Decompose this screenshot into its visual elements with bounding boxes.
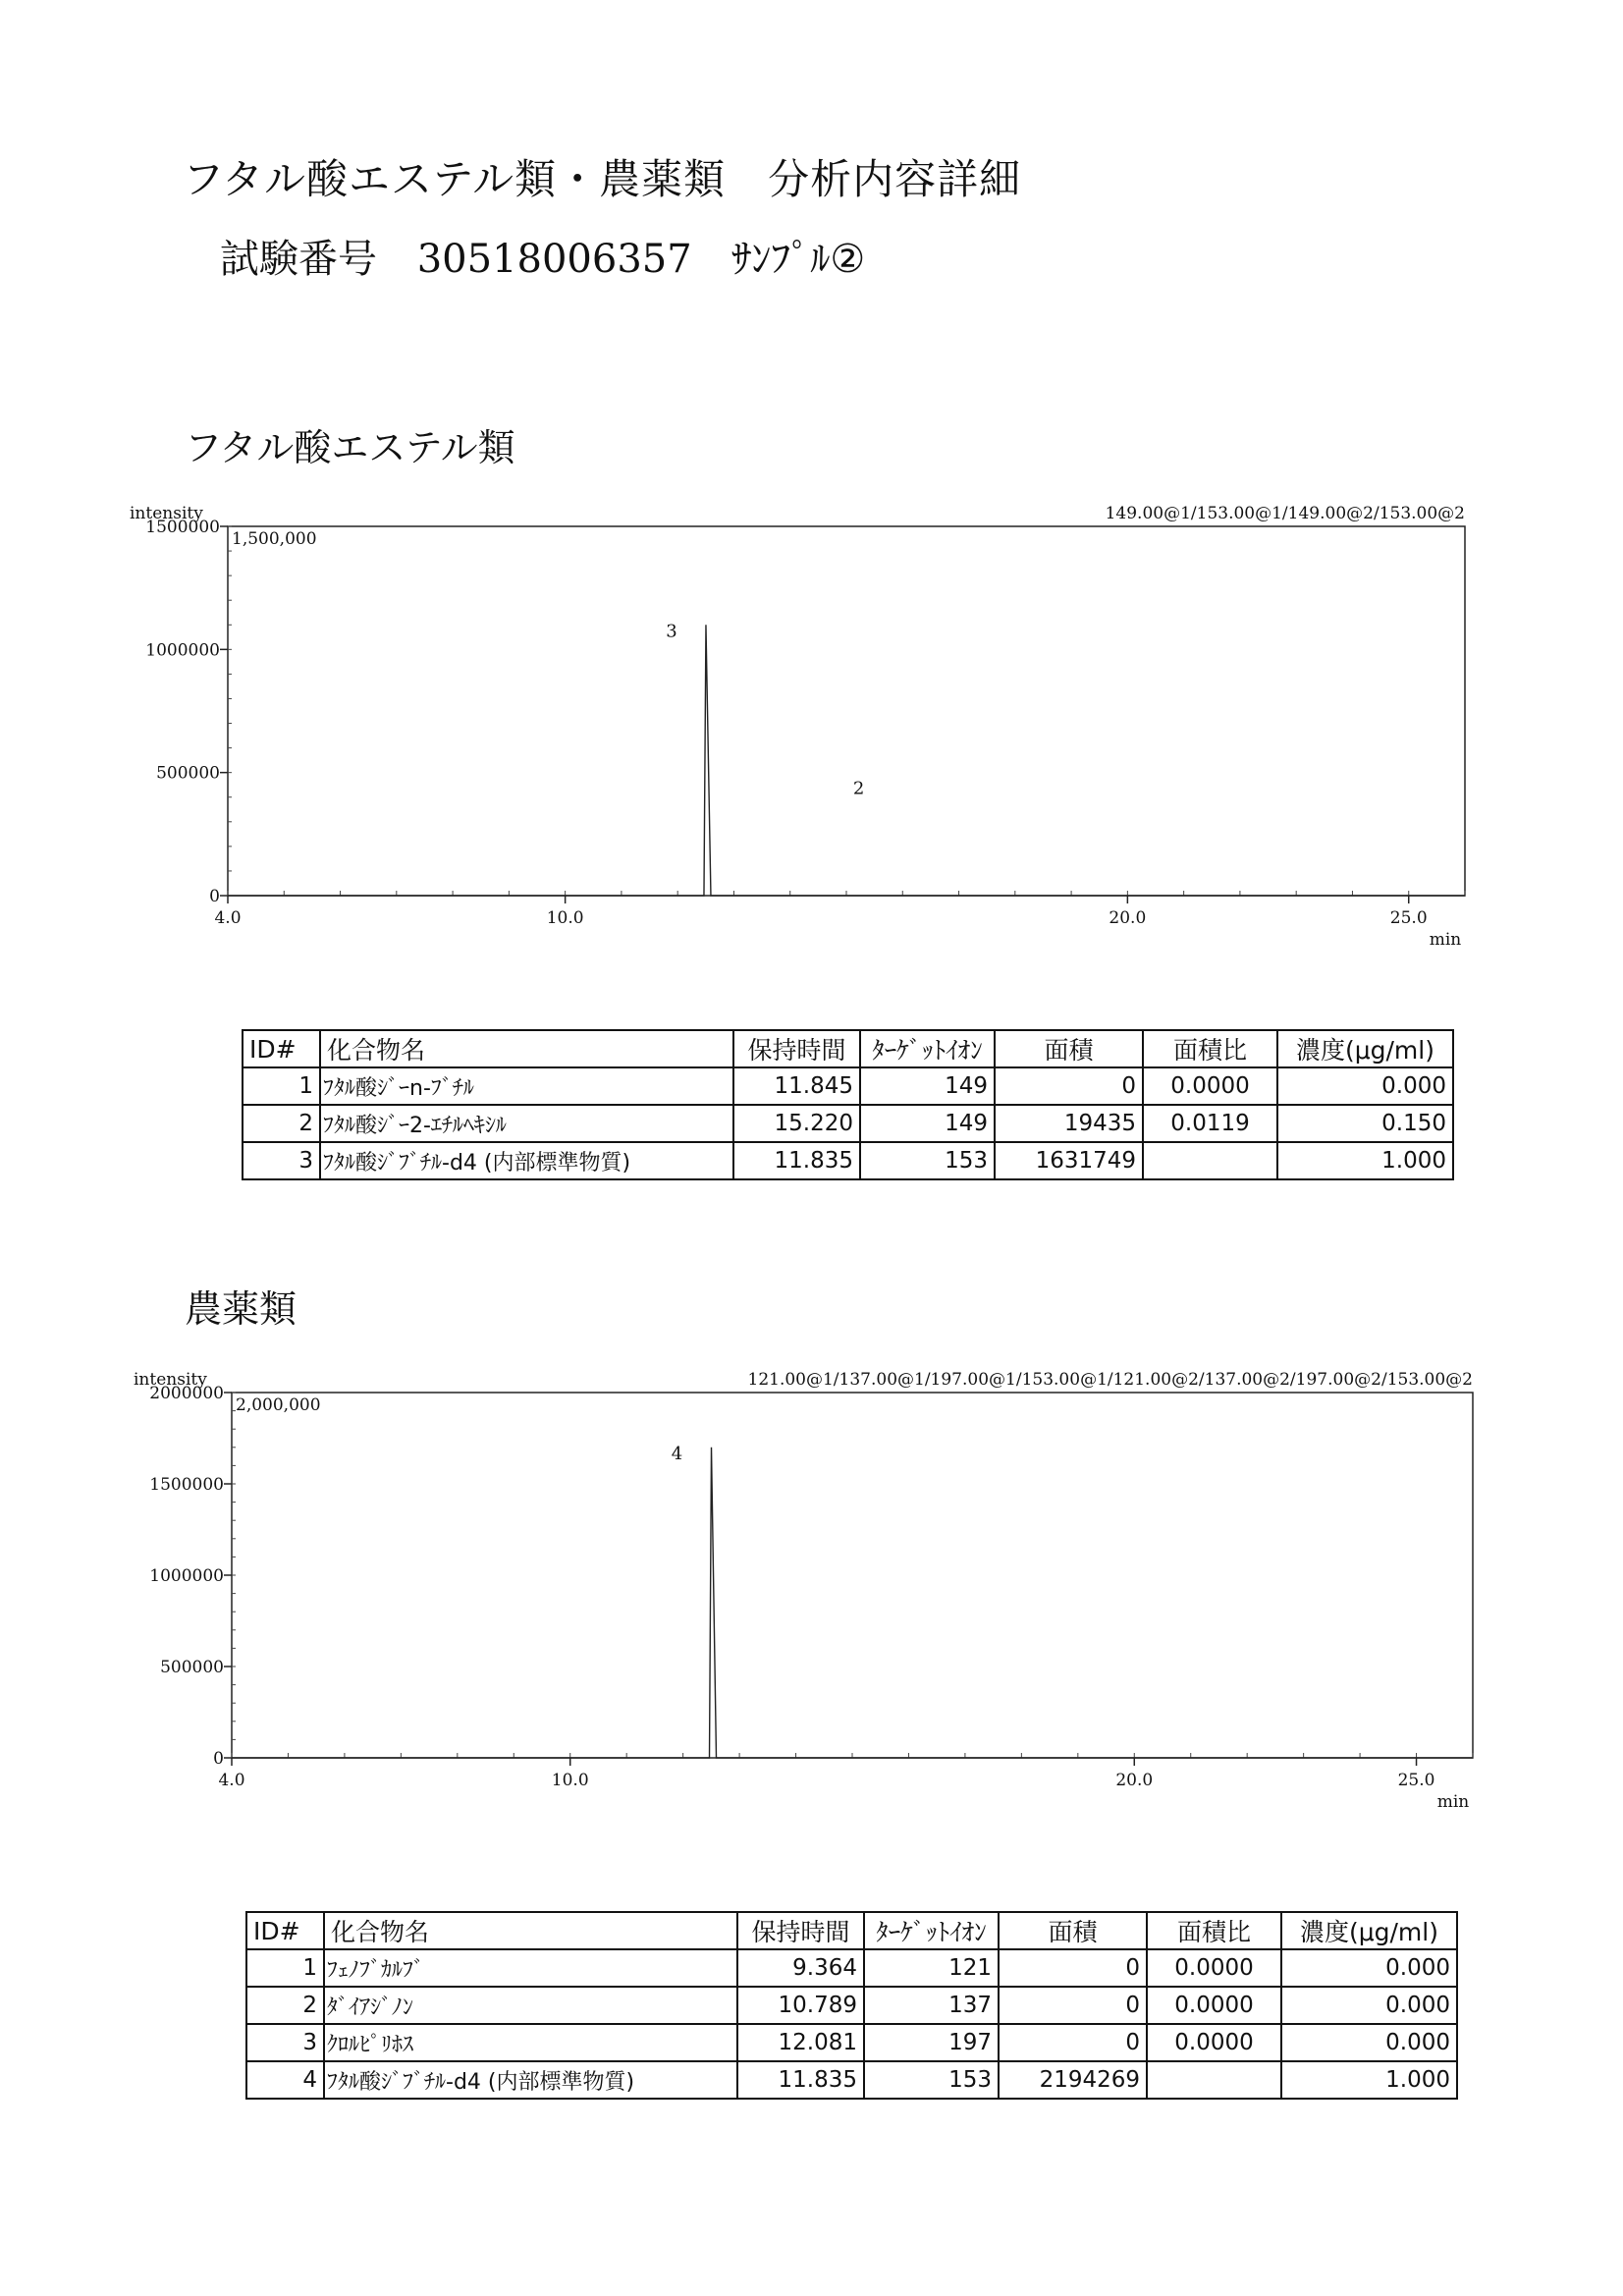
scale-label: 2,000,000 <box>236 1395 321 1415</box>
cell-conc: 0.000 <box>1281 2024 1457 2061</box>
cell-ratio: 0.0000 <box>1147 2024 1281 2061</box>
col-area: 面積 <box>999 1912 1147 1949</box>
cell-compound: ﾌｪﾉﾌﾞｶﾙﾌﾞ <box>324 1949 737 1987</box>
x-axis-label: min <box>1429 930 1462 950</box>
cell-rt: 11.845 <box>733 1067 860 1105</box>
col-ratio: 面積比 <box>1143 1030 1277 1067</box>
plot-frame <box>232 1393 1473 1758</box>
col-rt: 保持時間 <box>733 1030 860 1067</box>
chromatogram-phthalate <box>0 491 1623 962</box>
y-tick-label: 1500000 <box>145 518 220 537</box>
cell-rt: 11.835 <box>733 1142 860 1179</box>
y-tick-label: 1000000 <box>149 1566 224 1586</box>
cell-rt: 15.220 <box>733 1105 860 1142</box>
y-tick-label: 1000000 <box>145 640 220 661</box>
cell-compound: ｸﾛﾙﾋﾟﾘﾎｽ <box>324 2024 737 2061</box>
cell-area: 19435 <box>995 1105 1143 1142</box>
section-title-phthalate: フタル酸エステル類 <box>185 426 515 469</box>
x-tick-label: 4.0 <box>218 1771 245 1790</box>
cell-ion: 149 <box>860 1105 995 1142</box>
cell-ion: 137 <box>864 1987 999 2024</box>
cell-area: 0 <box>999 1949 1147 1987</box>
x-tick-label: 20.0 <box>1115 1771 1154 1790</box>
y-axis-label: intensity <box>134 1370 207 1390</box>
col-ratio: 面積比 <box>1147 1912 1281 1949</box>
table-header-row <box>246 1912 1457 1949</box>
cell-ion: 121 <box>864 1949 999 1987</box>
cell-rt: 9.364 <box>737 1949 864 1987</box>
x-tick-label: 10.0 <box>546 908 584 928</box>
peak-label: 4 <box>671 1443 683 1464</box>
cell-rt: 10.789 <box>737 1987 864 2024</box>
peak-label: 3 <box>666 621 677 642</box>
cell-ratio <box>1143 1142 1277 1179</box>
cell-ratio: 0.0119 <box>1143 1105 1277 1142</box>
cell-ion: 149 <box>860 1067 995 1105</box>
x-tick-label: 25.0 <box>1389 908 1428 928</box>
cell-ratio: 0.0000 <box>1147 1949 1281 1987</box>
peak-label: 2 <box>852 778 865 799</box>
table-row <box>246 1987 1457 2024</box>
cell-compound: ﾌﾀﾙ酸ｼﾞｰn-ﾌﾞﾁﾙ <box>320 1067 733 1105</box>
x-axis-label: min <box>1436 1792 1470 1812</box>
cell-compound: ﾌﾀﾙ酸ｼﾞｰ2-ｴﾁﾙﾍｷｼﾙ <box>320 1105 733 1142</box>
col-conc: 濃度(μg/ml) <box>1281 1912 1457 1949</box>
test-number-label: 試験番号 <box>220 237 377 282</box>
chromatogram-pesticide <box>0 1353 1623 1825</box>
cell-ion: 153 <box>860 1142 995 1179</box>
scale-label: 1,500,000 <box>232 529 317 549</box>
cell-area: 0 <box>999 2024 1147 2061</box>
col-compound: 化合物名 <box>320 1030 733 1067</box>
cell-ratio <box>1147 2061 1281 2099</box>
cell-compound: ﾌﾀﾙ酸ｼﾞﾌﾞﾁﾙ-d4 (内部標準物質) <box>320 1142 733 1179</box>
cell-compound: ﾌﾀﾙ酸ｼﾞﾌﾞﾁﾙ-d4 (内部標準物質) <box>324 2061 737 2099</box>
cell-id: 3 <box>243 1142 320 1179</box>
cell-conc: 1.000 <box>1281 2061 1457 2099</box>
cell-area: 1631749 <box>995 1142 1143 1179</box>
col-compound: 化合物名 <box>324 1912 737 1949</box>
results-table-phthalate <box>242 1029 1454 1180</box>
test-info <box>220 228 865 284</box>
cell-compound: ﾀﾞｲｱｼﾞﾉﾝ <box>324 1987 737 2024</box>
x-tick-label: 25.0 <box>1397 1771 1435 1790</box>
cell-ratio: 0.0000 <box>1147 1987 1281 2024</box>
y-axis-label: intensity <box>130 504 203 523</box>
cell-area: 0 <box>995 1067 1143 1105</box>
table-row <box>246 2024 1457 2061</box>
y-tick-label: 500000 <box>160 1658 224 1677</box>
section-title-pesticide: 農薬類 <box>185 1287 298 1331</box>
cell-conc: 0.000 <box>1277 1067 1453 1105</box>
col-area: 面積 <box>995 1030 1143 1067</box>
test-number: 30518006357 <box>416 237 692 282</box>
y-tick-label: 2000000 <box>149 1384 224 1403</box>
cell-ion: 197 <box>864 2024 999 2061</box>
col-rt: 保持時間 <box>737 1912 864 1949</box>
cell-conc: 0.150 <box>1277 1105 1453 1142</box>
x-tick-label: 20.0 <box>1109 908 1147 928</box>
col-ion: ﾀｰｹﾞｯﾄｲｵﾝ <box>864 1912 999 1949</box>
cell-ion: 153 <box>864 2061 999 2099</box>
cell-area: 0 <box>999 1987 1147 2024</box>
cell-id: 1 <box>246 1949 324 1987</box>
x-tick-label: 10.0 <box>551 1771 589 1790</box>
col-ion: ﾀｰｹﾞｯﾄｲｵﾝ <box>860 1030 995 1067</box>
y-tick-label: 0 <box>209 887 220 906</box>
y-tick-label: 500000 <box>156 763 220 784</box>
channel-label: 121.00@1/137.00@1/197.00@1/153.00@1/121.00@2/137.00@2/197.00@2/153.00@2 <box>747 1370 1473 1390</box>
cell-id: 2 <box>246 1987 324 2024</box>
table-row <box>246 2061 1457 2099</box>
col-conc: 濃度(μg/ml) <box>1277 1030 1453 1067</box>
y-tick-label: 0 <box>213 1749 224 1769</box>
col-id: ID# <box>246 1912 324 1949</box>
page-title: フタル酸エステル類・農薬類 分析内容詳細 <box>183 155 1022 203</box>
channel-label: 149.00@1/153.00@1/149.00@2/153.00@2 <box>1105 504 1465 523</box>
col-id: ID# <box>243 1030 320 1067</box>
cell-id: 4 <box>246 2061 324 2099</box>
table-row <box>243 1142 1453 1179</box>
cell-area: 2194269 <box>999 2061 1147 2099</box>
cell-id: 2 <box>243 1105 320 1142</box>
results-table-pesticide <box>245 1911 1458 2100</box>
cell-conc: 0.000 <box>1281 1949 1457 1987</box>
cell-rt: 12.081 <box>737 2024 864 2061</box>
y-tick-label: 1500000 <box>149 1475 224 1495</box>
table-row <box>243 1067 1453 1105</box>
table-row <box>243 1105 1453 1142</box>
cell-ratio: 0.0000 <box>1143 1067 1277 1105</box>
chromatogram-trace <box>228 625 1465 896</box>
chromatogram-trace <box>232 1448 1473 1758</box>
table-header-row <box>243 1030 1453 1067</box>
cell-conc: 1.000 <box>1277 1142 1453 1179</box>
cell-conc: 0.000 <box>1281 1987 1457 2024</box>
plot-frame <box>228 526 1465 896</box>
cell-id: 3 <box>246 2024 324 2061</box>
cell-rt: 11.835 <box>737 2061 864 2099</box>
x-tick-label: 4.0 <box>214 908 242 928</box>
table-row <box>246 1949 1457 1987</box>
cell-id: 1 <box>243 1067 320 1105</box>
sample-label: ｻﾝﾌﾟﾙ② <box>731 237 866 282</box>
